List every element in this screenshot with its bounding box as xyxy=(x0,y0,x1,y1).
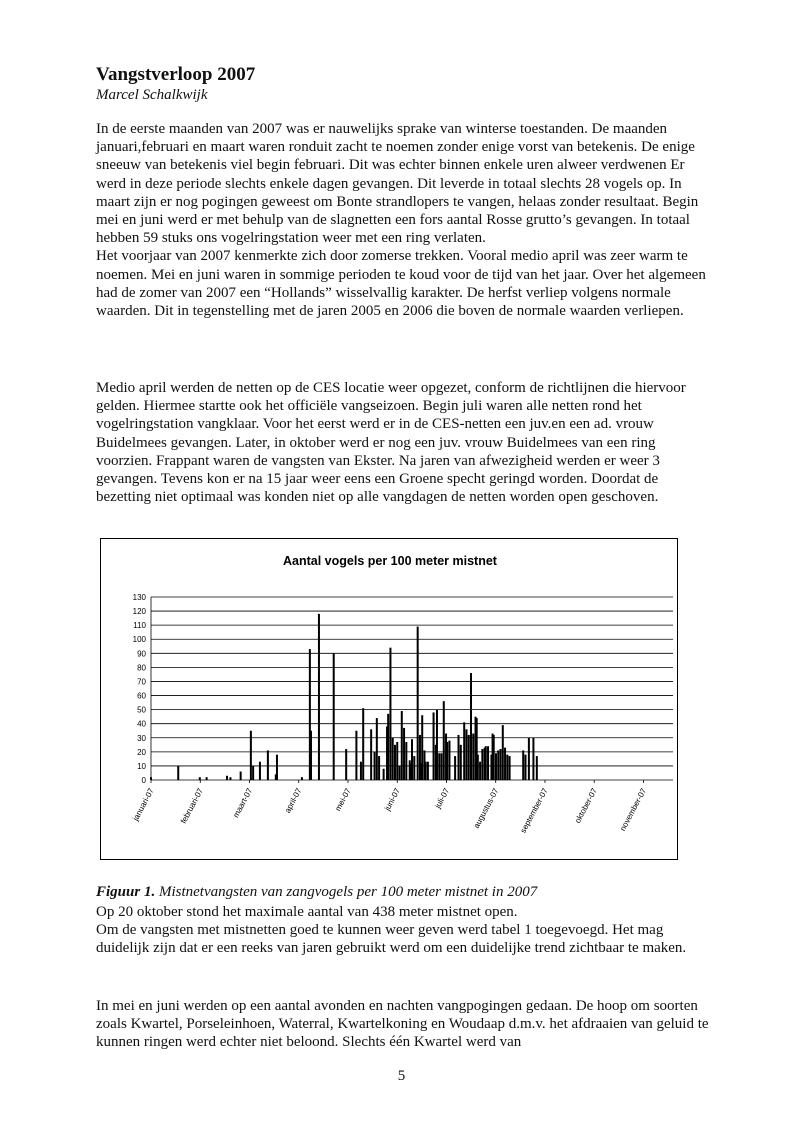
bar xyxy=(504,748,506,780)
bar xyxy=(532,738,534,780)
bar xyxy=(441,753,443,780)
x-tick-label: januari-07 xyxy=(131,786,156,823)
paragraph: Het voorjaar van 2007 kenmerkte zich door zomerse trekken. Vooral medio april was zeer warm te noemen. Mei en juni waren in sommige perioden te koud voor de tijd van het jaar. Over het algemeen had de zomer van 2007 een “Hollands” wisselvallig karakter. De herfst verliep volgens normale waarden. Dit in tegenstelling met de jaren 2005 en 2006 die boven de normale waarden verliepen. xyxy=(96,248,706,320)
bar xyxy=(267,750,269,780)
bar xyxy=(401,711,403,780)
bar xyxy=(396,742,398,780)
y-tick-label: 110 xyxy=(133,621,146,631)
bar xyxy=(536,756,538,780)
page-number: 5 xyxy=(397,1068,406,1084)
y-tick-label: 90 xyxy=(137,649,146,659)
bar xyxy=(465,729,467,780)
bar-chart xyxy=(101,539,679,861)
bar xyxy=(472,734,474,780)
bar xyxy=(399,766,401,780)
bar xyxy=(199,777,201,780)
bar xyxy=(427,762,429,780)
final-text xyxy=(96,997,712,1052)
bar xyxy=(240,772,242,780)
x-tick-label: april-07 xyxy=(283,786,304,815)
bar xyxy=(226,776,228,780)
bar xyxy=(345,749,347,780)
bar xyxy=(460,745,462,780)
bar xyxy=(509,756,511,780)
paragraph: In mei en juni werden op een aantal avonden en nachten vangpogingen gedaan. De hoop om soorten zoals Kwartel, Porseleinhoen, Waterral, Kwartelkoning en Woudaap d.m.v. het afdraaien van geluid te kunnen ringen werd echter niet beloond. Slechts één Kwartel werd van xyxy=(96,998,709,1051)
y-tick-label: 10 xyxy=(137,761,146,771)
bar xyxy=(485,746,487,780)
bar xyxy=(360,762,362,780)
y-tick-label: 60 xyxy=(137,691,146,701)
x-tick-label: juni-07 xyxy=(382,786,402,813)
x-tick-label: juli-07 xyxy=(433,786,452,810)
bar xyxy=(458,735,460,780)
bar xyxy=(443,701,445,780)
paragraph: Op 20 oktober stond het maximale aantal van 438 meter mistnet open. xyxy=(96,904,518,920)
x-tick-label: maart-07 xyxy=(231,786,255,820)
bar xyxy=(376,718,378,780)
x-tick-label: augustus-07 xyxy=(471,786,501,830)
x-tick-label: september-07 xyxy=(518,786,550,835)
bar xyxy=(506,755,508,780)
bar xyxy=(528,738,530,780)
bar xyxy=(411,739,413,780)
caption-text: Mistnetvangsten van zangvogels per 100 meter mistnet in 2007 xyxy=(155,884,538,900)
bar xyxy=(497,750,499,780)
bar xyxy=(370,729,372,780)
bar xyxy=(436,710,438,780)
y-tick-label: 100 xyxy=(132,635,146,645)
y-tick-label: 20 xyxy=(137,747,146,757)
bar xyxy=(405,742,407,780)
bar xyxy=(206,777,208,780)
paragraph: Om de vangsten met mistnetten goed te kunnen weer geven werd tabel 1 toegevoegd. Het mag duidelijk zijn dat er een reeks van jaren gebruikt werd om een duidelijke trend zichtbaar te maken. xyxy=(96,922,687,957)
bar xyxy=(177,766,179,780)
bar xyxy=(378,756,380,780)
bar xyxy=(502,725,504,780)
x-tick-label: mei-07 xyxy=(333,786,353,813)
y-tick-label: 70 xyxy=(137,677,146,687)
after-figure-text xyxy=(96,903,712,958)
bar xyxy=(150,777,152,780)
bar xyxy=(318,614,320,780)
bar xyxy=(524,755,526,780)
x-tick-label: oktober-07 xyxy=(573,786,599,825)
bar xyxy=(310,731,312,780)
bar xyxy=(487,746,489,780)
bar xyxy=(421,715,423,780)
bar xyxy=(493,735,495,780)
bar xyxy=(252,766,254,780)
figure-caption xyxy=(96,884,537,901)
x-tick-label: november-07 xyxy=(618,786,649,833)
y-tick-label: 0 xyxy=(141,776,146,785)
y-tick-label: 30 xyxy=(137,733,146,743)
y-tick-label: 130 xyxy=(132,593,146,602)
bar xyxy=(448,741,450,780)
ces-text xyxy=(96,379,712,506)
y-tick-label: 120 xyxy=(132,607,146,617)
bar xyxy=(355,731,357,780)
bar xyxy=(433,712,435,780)
bar xyxy=(374,752,376,780)
bar xyxy=(481,749,483,780)
bar xyxy=(387,714,389,780)
bar xyxy=(383,769,385,780)
x-tick-label: februari-07 xyxy=(178,786,206,826)
bar xyxy=(522,750,524,780)
bar xyxy=(394,745,396,780)
article-author: Marcel Schalkwijk xyxy=(96,87,208,103)
bar xyxy=(425,762,427,780)
y-tick-label: 40 xyxy=(137,719,146,729)
bar xyxy=(259,762,261,780)
caption-label: Figuur 1. xyxy=(96,884,156,900)
bar xyxy=(333,653,335,780)
y-tick-label: 80 xyxy=(137,663,146,673)
bar xyxy=(479,762,481,780)
bar xyxy=(276,755,278,780)
article-title: Vangstverloop 2007 xyxy=(96,64,256,85)
chart-figure xyxy=(100,538,678,860)
bar xyxy=(470,673,472,780)
bar xyxy=(463,722,465,780)
paragraph: Medio april werden de netten op de CES locatie weer opgezet, conform de richtlijnen die hiervoor gelden. Hiermee startte ook het officiële vangseizoen. Begin juli waren alle netten rond het vogelringstation vangklaar. Voor het eerst werd er in de CES-netten een juv.en een ad. vrouw Buidelmees gevangen. Later, in oktober werd er nog een juv. vrouw Buidelmees van een ring voorzien. Frappant waren de vangsten van Ekster. Na jaren van afwezigheid werden er weer 3 gevangen. Tevens kon er na 15 jaar weer eens een Groene specht geringd worden. Doordat de bezetting niet optimaal was konden niet op alle vangdagen de netten worden open geschoven. xyxy=(96,380,686,506)
bar xyxy=(454,756,456,780)
bar xyxy=(500,749,502,780)
bar xyxy=(495,753,497,780)
bar xyxy=(389,648,391,780)
paragraph: In de eerste maanden van 2007 was er nauwelijks sprake van winterse toestanden. De maanden januari,februari en maart waren ronduit zacht te noemen zonder enige vorst van betekenis. De enige sneeuw van betekenis viel begin februari. Dit was echter binnen enkele uren alweer verdwenen Er werd in deze periode slechts enkele dagen gevangen. Dit leverde in totaal slechts 28 vogels op. In maart zijn er nog pogingen geweest om Bonte strandlopers te vangen, helaas zonder resultaat. Begin mei en juni werd er met behulp van de slagnetten een fors aantal Rosse grutto’s gevangen. In totaal hebben 59 stuks ons vogelringstation weer met een ring verlaten. xyxy=(96,121,699,247)
bar xyxy=(438,753,440,780)
chart-title: Aantal vogels per 100 meter mistnet xyxy=(283,554,497,568)
bar xyxy=(413,756,415,780)
y-tick-label: 50 xyxy=(137,705,146,715)
bar xyxy=(403,728,405,780)
bar xyxy=(301,777,303,780)
intro-text xyxy=(96,120,712,320)
bar xyxy=(477,755,479,780)
bar xyxy=(392,738,394,780)
bar xyxy=(468,735,470,780)
bar xyxy=(250,731,252,780)
bar xyxy=(417,627,419,780)
bar xyxy=(446,742,448,780)
bar xyxy=(229,777,231,780)
bar xyxy=(362,708,364,780)
